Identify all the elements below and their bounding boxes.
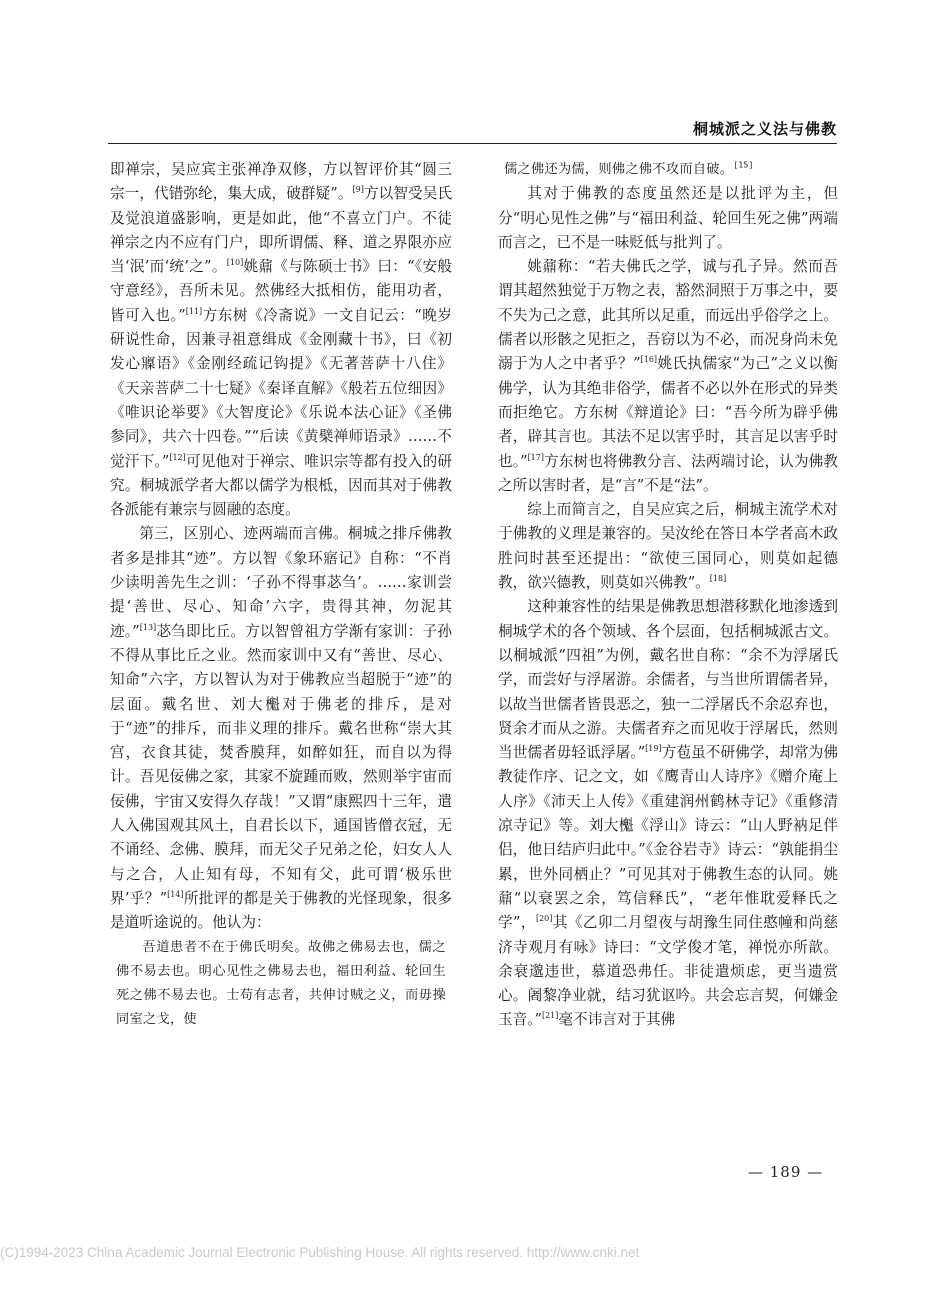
paragraph: 姚鼐称：“若夫佛氏之学，诚与孔子异。然而吾谓其超然独觉于万物之表，豁然洞照于万事之中，要不失为己之意，此其所以足重，而远出乎俗学之上。儒者以形骸之见拒之，吾窃以为不必，而况身尚未免溺于为人之中者乎？”[16]姚氏执儒家“为己”之义以衡佛学，认为其绝非俗学，儒者不必以外在形式的异类而拒绝它。方东树《辩道论》曰：“吾今所为辟乎佛者，辟其言也。其法不足以害乎时，其言足以害乎时也。”[17]方东树也将佛教分言、法两端讨论，认为佛教之所以害时者，是“言”不是“法”。 [498,258,838,494]
block-quote: 儒之佛还为儒，则佛之佛不攻而自破。[15] [504,160,754,177]
paragraph: 即禅宗，吴应宾主张禅净双修，方以智评价其“圆三宗一，代错弥纶，集大成，破群疑”。[9]方以智受吴氏及觉浪道盛影响，更是如此，他“不喜立门户。不徒禅宗之内不应有门户，即所谓儒、释、道之界限亦应当‘泯’而‘统’之”。[10]姚鼐《与陈硕士书》曰：“《安般守意经》，吾所未见。然佛经大抵相仿，能用功者，皆可入也。”[11]方东树《冷斋说》一文自记云：“晚岁研说性命，因兼寻祖意缉成《金刚藏十书》，曰《初发心寱语》《金刚经疏记钩提》《无著菩萨十八住》《天亲菩萨二十七疑》《秦译直解》《般若五位细因》《唯识论举要》《大智度论》《乐说本法心证》《圣佛参同》，共六十四卷。”“后读《黄檗禅师语录》……不觉汗下。”[12]可见他对于禅宗、唯识宗等都有投入的研究。桐城派学者大都以儒学为根柢，因而其对于佛教各派能有兼宗与圆融的态度。 [110,161,452,519]
running-header-title: 桐城派之义法与佛教 [692,120,837,138]
right-column [498,158,838,1033]
paragraph: 这种兼容性的结果是佛教思想潜移默化地渗透到桐城学术的各个领域、各个层面，包括桐城派古文。以桐城派“四祖”为例，戴名世自称：“余不为浮屠氏学，而尝好与浮屠游。余儒者，与当世所谓儒者异，以故当世儒者皆畏恶之，独一二浮屠氏不余忍弃也，贤余才而从之游。夫儒者弃之而见收于浮屠氏，然则当世儒者毋轻诋浮屠。”[19]方苞虽不研佛学，却常为佛教徒作序、记之文，如《鹰青山人诗序》《赠介庵上人序》《沛天上人传》《重建润州鹤林寺记》《重修清凉寺记》等。刘大櫆《浮山》诗云：“山人野衲足伴侣，他日结庐归此中。”《金谷岩寺》诗云：“孰能捐尘累，世外同栖止？”可见其对于佛教生态的认同。姚鼐“以衰罢之余，笃信释氏”，“老年惟耽爱释氏之学”，[20]其《乙卯二月望夜与胡豫生同住憨幢和尚慈济寺观月有咏》诗曰：“文学俊才笔，禅悦亦所歆。余衰邈违世，慕道恐弗任。非徒遣烦虑，更当遗赏心。阇黎净业就，结习犹讴吟。共会忘言契，何嫌金玉音。”[21]毫不讳言对于其佛 [498,598,838,1029]
copyright-footer: (C)1994-2023 China Academic Journal Electronic Publishing House. All rights reserved. http://www.cnki.net [0,1245,640,1260]
header-rule [108,143,837,144]
left-column [110,158,452,1033]
page-number: — 189 — [748,1163,824,1181]
paragraph: 其对于佛教的态度虽然还是以批评为主，但分“明心见性之佛”与“福田利益、轮回生死之佛”两端而言之，已不是一味贬低与批判了。 [498,185,838,251]
paragraph: 第三，区别心、迹两端而言佛。桐城之排斥佛教者多是排其“迹”。方以智《象环寤记》自称：“不肖少读明善先生之训：‘子孙不得事苾刍’。……家训尝提‘善世、尽心、知命’六字，贵得其神，勿泥其迹。”[13]苾刍即比丘。方以智曾祖方学渐有家训：子孙不得从事比丘之业。然而家训中又有“善世、尽心、知命”六字，方以智认为对于佛教应当超脱于“迹”的层面。戴名世、刘大櫆对于佛老的排斥，是对于“迹”的排斥，而非义理的排斥。戴名世称“崇大其宫，衣食其徒，焚香膜拜，如醉如狂，而自以为得计。吾见佞佛之家，其家不旋踵而败，然则举宇宙而佞佛，宇宙又安得久存哉！”又谓“康熙四十三年，遣人入佛国观其风土，自君长以下，通国皆僧衣冠，无不诵经、念佛、膜拜，而无父子兄弟之伦，妇女人人与之合，人止知有母，不知有父，此可谓‘极乐世界’乎？”[14]所批评的都是关于佛教的光怪现象，很多是道听途说的。他认为： [110,525,452,932]
paragraph: 综上而简言之，自吴应宾之后，桐城主流学术对于佛教的义理是兼容的。吴汝纶在答日本学者高木政胜问时甚至还提出：“欲使三国同心，则莫如起德教，欲兴德教，则莫如兴佛教”。[18] [498,501,838,592]
block-quote: 吾道患者不在于佛氏明矣。故佛之佛易去也，儒之佛不易去也。明心见性之佛易去也，福田利益、轮回生死之佛不易去也。士苟有志者，共伸讨贼之义，而毋操同室之戈，使 [116,939,446,1028]
